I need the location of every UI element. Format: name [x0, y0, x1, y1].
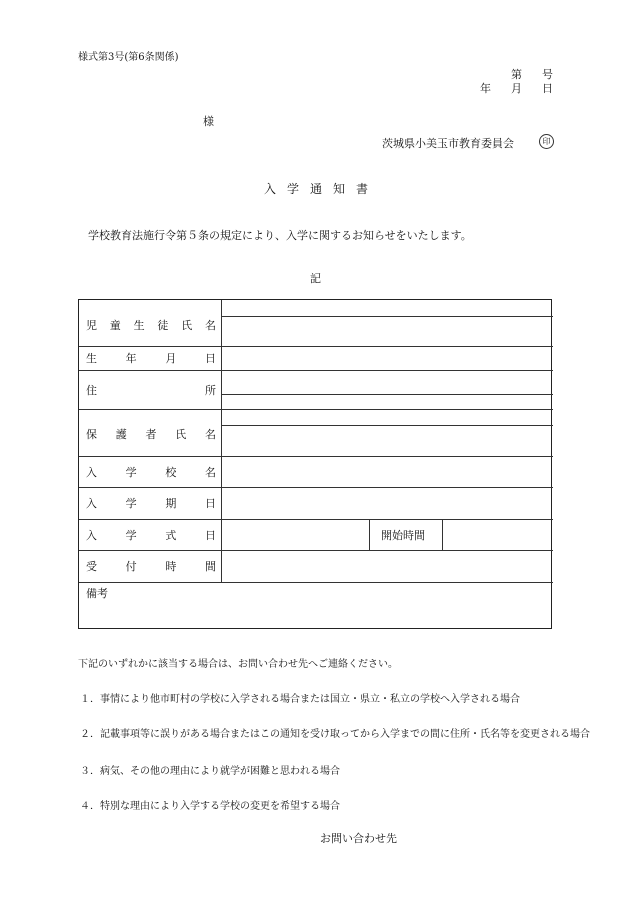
- birth-date-field[interactable]: [222, 347, 552, 370]
- number-label-prefix: 第: [511, 68, 522, 81]
- reception-time-field[interactable]: [222, 551, 552, 582]
- label-remarks: 備考: [86, 587, 108, 600]
- label-address: 住 所: [86, 384, 216, 397]
- label-school-name: 入 学 校 名: [86, 466, 216, 479]
- number-label-suffix: 号: [542, 68, 553, 81]
- guardian-name-field[interactable]: [222, 426, 552, 456]
- contact-label: お問い合わせ先: [320, 832, 397, 845]
- intro-text: 学校教育法施行令第５条の規定により、入学に関するお知らせをいたします。: [88, 229, 472, 242]
- label-birth-date: 生 年 月 日: [86, 352, 216, 365]
- start-time-field[interactable]: [443, 520, 552, 550]
- label-reception-time: 受 付 時 間: [86, 560, 216, 573]
- label-ceremony-date: 入 学 式 日: [86, 529, 216, 542]
- seal-mark: 印: [539, 134, 554, 149]
- school-name-field[interactable]: [222, 457, 552, 487]
- enrollment-table: [78, 299, 552, 629]
- issuer-name: 茨城県小美玉市教育委員会: [382, 137, 514, 150]
- notice-lead: 下記のいずれかに該当する場合は、お問い合わせ先へご連絡ください。: [78, 659, 398, 670]
- addressee-suffix: 様: [203, 115, 214, 128]
- date-year-label: 年: [480, 82, 491, 95]
- label-start-time: 開始時間: [381, 529, 425, 542]
- label-enrollment-date: 入 学 期 日: [86, 497, 216, 510]
- date-day-label: 日: [542, 82, 553, 95]
- address-field[interactable]: [222, 371, 552, 394]
- label-student-name: 児 童 生 徒 氏 名: [86, 319, 216, 332]
- date-month-label: 月: [511, 82, 522, 95]
- document-title: 入 学 通 知 書: [264, 182, 368, 196]
- student-name-field[interactable]: [222, 317, 552, 346]
- notice-item: １．事情により他市町村の学校に入学される場合または国立・県立・私立の学校へ入学される場合: [80, 694, 520, 705]
- ki-label: 記: [310, 272, 321, 285]
- notice-item: ３．病気、その他の理由により就学が困難と思われる場合: [80, 766, 340, 777]
- notice-item: ２．記載事項等に誤りがある場合またはこの通知を受け取ってから入学までの間に住所・氏名等を変更される場合: [80, 729, 590, 740]
- notice-item: ４．特別な理由により入学する学校の変更を希望する場合: [80, 801, 340, 812]
- remarks-field[interactable]: [80, 598, 552, 628]
- form-number: 様式第3号(第6条関係): [78, 52, 179, 63]
- label-guardian-name: 保 護 者 氏 名: [86, 428, 216, 441]
- ceremony-date-field[interactable]: [222, 520, 369, 550]
- enrollment-date-field[interactable]: [222, 488, 552, 519]
